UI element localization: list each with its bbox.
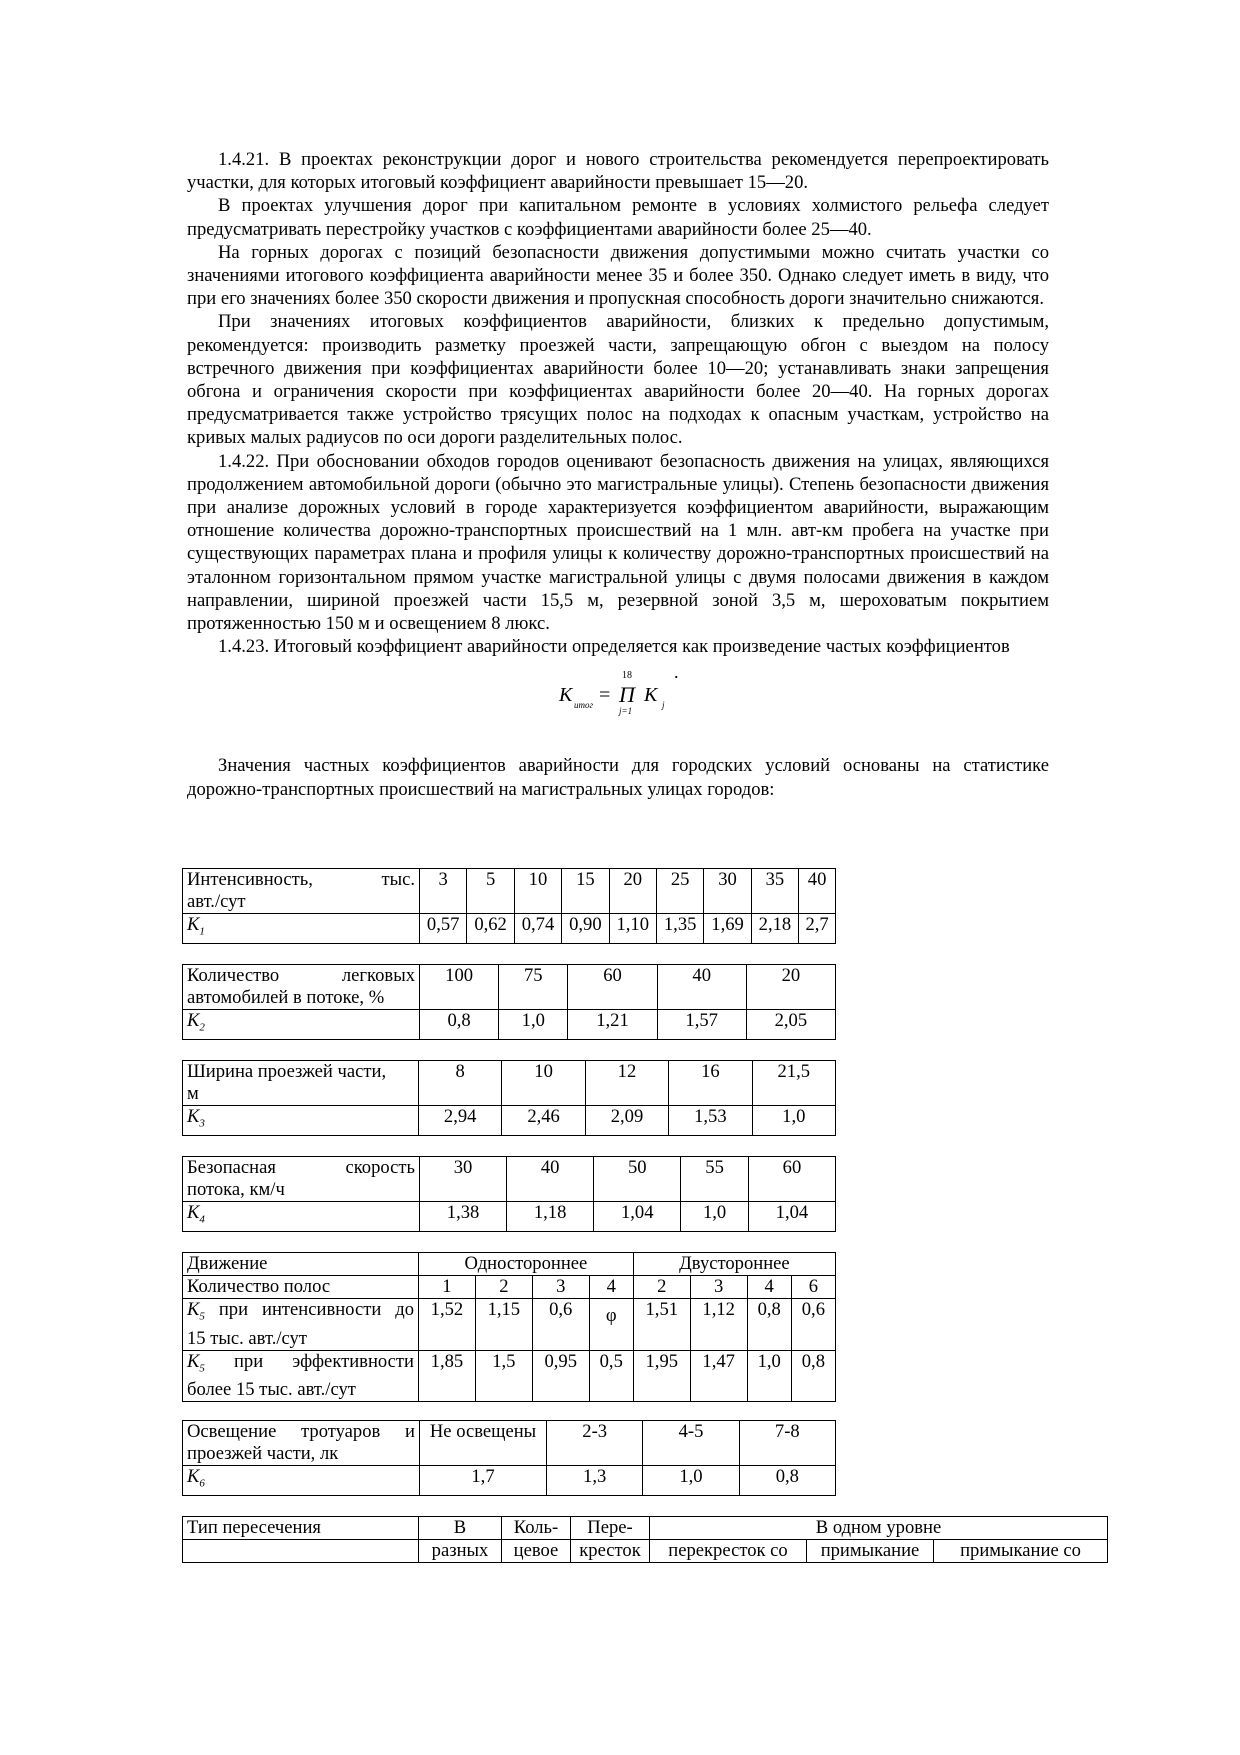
table3-value: 1,53 (669, 1106, 752, 1136)
table4-label: Безопасная скорость потока, км/ч (183, 1157, 420, 1202)
table6-value: 1,3 (547, 1466, 643, 1496)
table7-col2-bottom: цевое (502, 1540, 571, 1563)
table1-header: 40 (799, 869, 836, 914)
table5-two-way: Двустороннее (633, 1253, 835, 1276)
formula-k-subscript: итог (574, 700, 594, 711)
paragraph-mountain-roads: На горных дорогах с позиций безопасности движения допустимыми можно считать участки со значениями итогового коэффициента аварийности менее 35 и более 350. Однако следует иметь в виду, что при его значениях более 350 скорости движения и пропускная способность дороги значительно снижаются. (187, 241, 1049, 310)
table5-row2-label: Количество полос (183, 1276, 419, 1299)
table1-header: 20 (609, 869, 656, 914)
table5-row3-value: 1,15 (475, 1299, 532, 1351)
table5-lane: 1 (419, 1276, 476, 1299)
table3-header: 8 (419, 1061, 502, 1106)
table1-value: 1,10 (609, 914, 656, 944)
table7-sub3: примыкание со (934, 1540, 1108, 1563)
paragraph-1-4-21: 1.4.21. В проектах реконструкции дорог и нового строительства рекомендуется перепроектировать участки, для которых итоговый коэффициент аварийности превышает 15—20. (187, 149, 1049, 194)
table-k2-cars (182, 964, 836, 1040)
table1-value: 1,69 (704, 914, 751, 944)
table6-header: 2-3 (547, 1421, 643, 1466)
table3-header: 21,5 (752, 1061, 835, 1106)
table-k3-width (182, 1060, 836, 1136)
table5-row3-value: 1,52 (419, 1299, 476, 1351)
formula-k: K (559, 684, 573, 707)
formula-kj: K (644, 684, 658, 707)
table7-sub2: примыкание (807, 1540, 934, 1563)
table1-header: 25 (656, 869, 703, 914)
formula-kj-subscript: j (662, 700, 665, 711)
table3-header: 10 (502, 1061, 585, 1106)
table1-value: 0,62 (467, 914, 514, 944)
table5-row3-label: $K_5$ при интенсивности до 15 тыс. авт./сут (183, 1299, 419, 1351)
table5-row4-label: $K_5$ при эффективности более 15 тыс. авт./сут (183, 1350, 419, 1402)
table5-row4-value: 0,5 (589, 1350, 633, 1402)
table4-header: 50 (594, 1157, 681, 1202)
table1-k-label: $K_1$ (183, 914, 420, 944)
formula-dot: . (674, 662, 679, 683)
table5-row3-value: 0,6 (532, 1299, 589, 1351)
table7-sub1: перекресток со (650, 1540, 807, 1563)
table5-one-way: Одностороннее (419, 1253, 634, 1276)
table1-value: 0,90 (562, 914, 609, 944)
table5-row3-value: 1,12 (690, 1299, 747, 1351)
table4-header: 60 (748, 1157, 835, 1202)
table1-label: Интенсивность, тыс. авт./сут (183, 869, 420, 914)
table3-header: 12 (585, 1061, 668, 1106)
table2-header: 60 (568, 965, 657, 1010)
table3-header: 16 (669, 1061, 752, 1106)
table5-row4-value: 1,47 (690, 1350, 747, 1402)
table5-row4-value: 1,5 (475, 1350, 532, 1402)
table2-header: 40 (657, 965, 746, 1010)
table5-row4-value: 1,95 (633, 1350, 690, 1402)
table2-header: 20 (746, 965, 835, 1010)
table6-label: Освещение тротуаров и проезжей части, лк (183, 1421, 420, 1466)
formula-product-symbol: П (619, 682, 635, 708)
table2-value: 2,05 (746, 1010, 835, 1040)
table4-value: 1,0 (681, 1202, 749, 1232)
table7-empty (183, 1540, 419, 1563)
table5-row3-value: φ (589, 1299, 633, 1351)
paragraph-intro-tables: Значения частных коэффициентов аварийности для городских условий основаны на статистике дорожно-транспортных происшествий на магистральных улицах городов: (187, 755, 1049, 800)
table1-header: 10 (514, 869, 561, 914)
table5-lane: 6 (791, 1276, 835, 1299)
table1-value: 2,7 (799, 914, 836, 944)
table7-col3-bottom: кресток (571, 1540, 650, 1563)
table5-row4-value: 0,8 (791, 1350, 835, 1402)
table3-value: 1,0 (752, 1106, 835, 1136)
formula-equals: = (599, 684, 611, 707)
table5-lane: 4 (747, 1276, 791, 1299)
table1-value: 0,57 (420, 914, 467, 944)
table3-value: 2,09 (585, 1106, 668, 1136)
table5-row1-label: Движение (183, 1253, 419, 1276)
table4-value: 1,18 (507, 1202, 594, 1232)
table1-value: 1,35 (656, 914, 703, 944)
table7-label: Тип пересечения (183, 1517, 419, 1540)
table6-value: 0,8 (739, 1466, 835, 1496)
table6-header: 7-8 (739, 1421, 835, 1466)
table2-label: Количество легковых автомобилей в потоке, % (183, 965, 420, 1010)
table1-header: 30 (704, 869, 751, 914)
table3-label: Ширина проезжей части, м (183, 1061, 419, 1106)
paragraph-capital-repair: В проектах улучшения дорог при капитальном ремонте в условиях холмистого рельефа следует предусматривать перестройку участков с коэффициентами аварийности более 25—40. (187, 195, 1049, 240)
formula-k-itog (187, 662, 1049, 742)
table5-lane: 4 (589, 1276, 633, 1299)
table6-header: Не освещены (420, 1421, 547, 1466)
table3-value: 2,46 (502, 1106, 585, 1136)
table4-value: 1,04 (748, 1202, 835, 1232)
table7-same-level: В одном уровне (650, 1517, 1108, 1540)
table1-header: 3 (420, 869, 467, 914)
table-k4-speed (182, 1156, 836, 1232)
table5-lane: 3 (690, 1276, 747, 1299)
table7-col1-top: В (419, 1517, 502, 1540)
formula-product-lower: j=1 (619, 706, 633, 717)
table-k6-lighting (182, 1420, 836, 1496)
table5-row3-value: 1,51 (633, 1299, 690, 1351)
table-k5-lanes (182, 1252, 836, 1402)
table6-value: 1,0 (643, 1466, 739, 1496)
paragraph-1-4-23: 1.4.23. Итоговый коэффициент аварийности определяется как произведение частых коэффициентов (218, 636, 1010, 658)
table2-k-label: $K_2$ (183, 1010, 420, 1040)
table4-header: 40 (507, 1157, 594, 1202)
table1-value: 2,18 (751, 914, 798, 944)
table-k1-intensity (182, 868, 836, 944)
table1-value: 0,74 (514, 914, 561, 944)
table5-lane: 2 (475, 1276, 532, 1299)
table3-k-label: $K_3$ (183, 1106, 419, 1136)
table5-row4-value: 1,0 (747, 1350, 791, 1402)
table4-value: 1,04 (594, 1202, 681, 1232)
paragraph-1-4-22: 1.4.22. При обосновании обходов городов оценивают безопасность движения на улицах, являющихся продолжением автомобильной дороги (обычно это магистральные улицы). Степень безопасности движения при анализе дорожных условий в городе характеризуется коэффициентом аварийности, выражающим отношение количества дорожно-транспортных происшествий на 1 млн. авт-км пробега на участке при существующих параметрах плана и профиля улицы к количеству дорожно-транспортных происшествий на эталонном горизонтальном прямом участке магистральной улицы с двумя полосами движения в каждом направлении, шириной проезжей части 15,5 м, резервной зоной 3,5 м, шероховатым покрытием протяженностью 150 м и освещением 8 люкс. (187, 450, 1049, 635)
table4-k-label: $K_4$ (183, 1202, 420, 1232)
table-k7-intersection (182, 1516, 1108, 1563)
table2-value: 1,57 (657, 1010, 746, 1040)
table2-header: 100 (420, 965, 499, 1010)
table5-lane: 2 (633, 1276, 690, 1299)
table2-value: 0,8 (420, 1010, 499, 1040)
table3-value: 2,94 (419, 1106, 502, 1136)
table4-header: 30 (420, 1157, 507, 1202)
table1-header: 15 (562, 869, 609, 914)
table1-header: 5 (467, 869, 514, 914)
table1-header: 35 (751, 869, 798, 914)
table2-value: 1,21 (568, 1010, 657, 1040)
document-page (187, 148, 1049, 811)
table7-col2-top: Коль- (502, 1517, 571, 1540)
table5-row4-value: 1,85 (419, 1350, 476, 1402)
table6-k-label: $K_6$ (183, 1466, 420, 1496)
table5-lane: 3 (532, 1276, 589, 1299)
table6-header: 4-5 (643, 1421, 739, 1466)
table5-row3-value: 0,6 (791, 1299, 835, 1351)
table2-value: 1,0 (499, 1010, 568, 1040)
table7-col1-bottom: разных (419, 1540, 502, 1563)
paragraph-recommendations: При значениях итоговых коэффициентов аварийности, близких к предельно допустимым, рекомендуется: производить разметку проезжей части, запрещающую обгон с выездом на полосу встречного движения при коэффициентах аварийности более 10—20; устанавливать знаки запрещения обгона и ограничения скорости при коэффициентах аварийности более 20—40. На горных дорогах предусматривается также устройство трясущих полос на подходах к опасным участкам, устройство на кривых малых радиусов по оси дороги разделительных полос. (187, 311, 1049, 449)
table5-row4-value: 0,95 (532, 1350, 589, 1402)
formula-product-upper: 18 (622, 670, 632, 682)
table4-value: 1,38 (420, 1202, 507, 1232)
table6-value: 1,7 (420, 1466, 547, 1496)
table4-header: 55 (681, 1157, 749, 1202)
table5-row3-value: 0,8 (747, 1299, 791, 1351)
table2-header: 75 (499, 965, 568, 1010)
table7-col3-top: Пере- (571, 1517, 650, 1540)
